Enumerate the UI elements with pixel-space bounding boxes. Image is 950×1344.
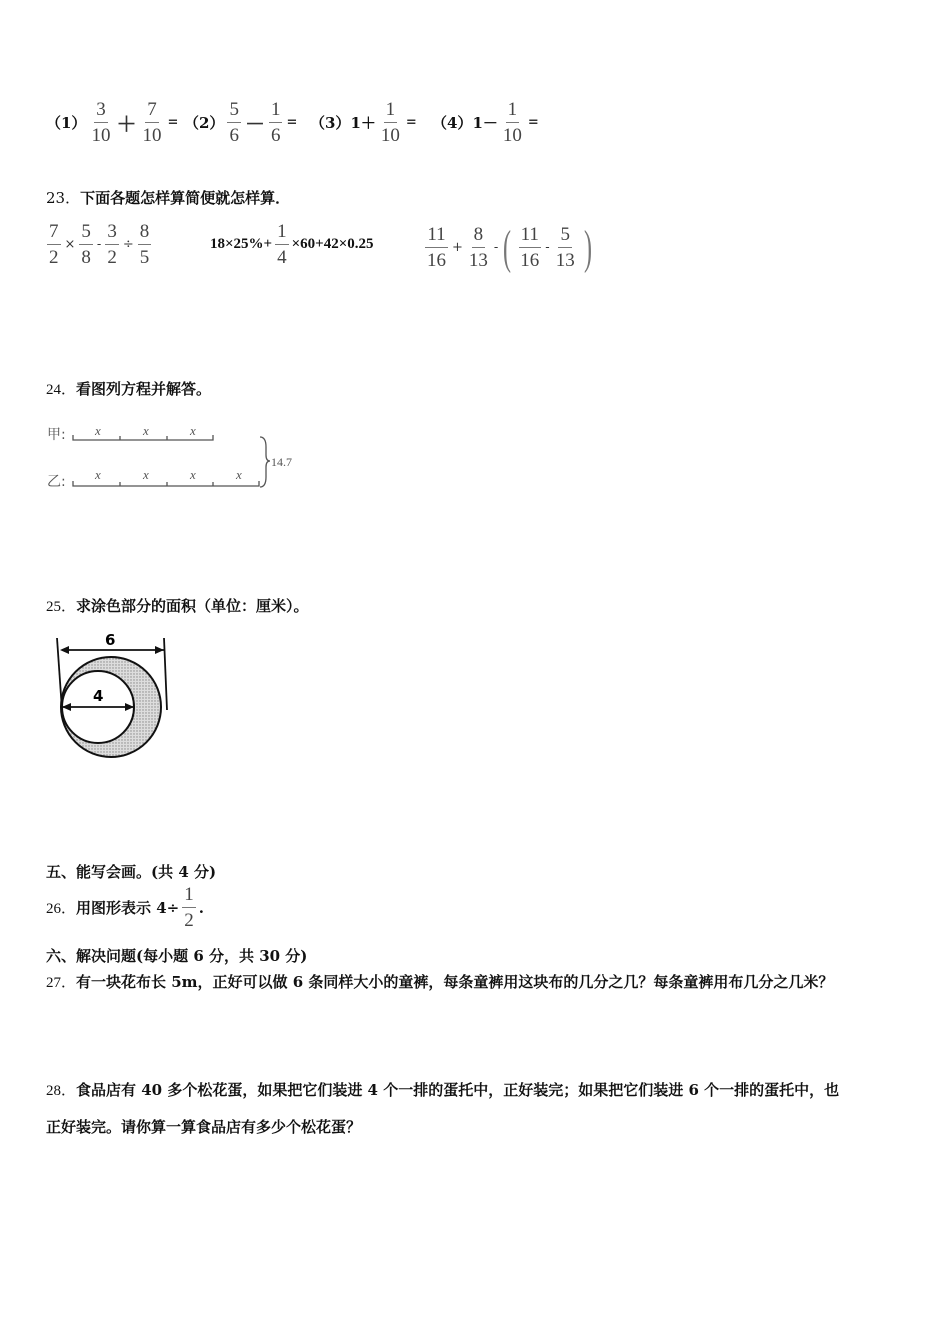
question-text: 食品店有 40 多个松花蛋，如果把它们装进 4 个一排的蛋托中，正好装完；如果把它们装进 6 个一排的蛋托中，也 [76,1081,840,1099]
numerator: 8 [138,222,152,245]
operator: × [64,237,76,252]
q22-item-1 [46,100,179,145]
fraction [425,225,448,270]
fraction [501,100,524,145]
var-x: x [95,423,101,438]
numerator: 11 [519,225,541,248]
operator: + [452,240,463,255]
equals: = [405,115,417,130]
question-number: 25． [46,599,77,615]
numerator: 1 [182,885,196,908]
expr-text: 18×25%+ [210,236,273,252]
q24-heading [46,378,211,399]
fraction [105,222,119,267]
q23-heading [46,187,290,208]
item-label: （3） [310,114,351,132]
var-x: x [236,467,242,482]
denominator: 2 [49,247,59,268]
var-x: x [190,423,196,438]
outer-diameter-label: 6 [105,631,116,649]
question-text: 用图形表示 4÷ [76,899,180,917]
q23-expr-2 [210,222,374,267]
q27 [46,971,833,992]
var-x: x [143,423,149,438]
denominator: 13 [555,250,575,271]
question-text: 看图列方程并解答。 [76,380,212,398]
lead-term: 1＋ [350,114,376,132]
numerator: 11 [425,225,447,248]
left-paren: ( [503,221,512,274]
question-text: 下面各题怎样算简便就怎样算． [80,189,291,207]
fraction [47,222,61,267]
numerator: 8 [472,225,486,248]
numerator: 7 [145,100,159,123]
item-label: （2） [184,114,225,132]
yi-label: 乙: [47,474,66,490]
numerator: 5 [227,100,241,123]
equals: = [286,115,298,130]
denominator: 10 [91,125,111,146]
question-number: 28． [46,1083,77,1099]
section-6-title: 六、解决问题(每小题 6 分，共 30 分) [46,947,308,965]
numerator: 3 [105,222,119,245]
denominator: 2 [184,910,194,931]
numerator: 7 [47,222,61,245]
section-5-title: 五、能写会画。(共 4 分) [46,863,217,881]
equals: = [527,115,539,130]
q28-line-1 [46,1079,839,1100]
fraction [138,222,152,267]
q28-line-2: 正好装完。请你算一算食品店有多少个松花蛋？ [46,1118,362,1136]
numerator: 5 [79,222,93,245]
question-text: 有一块花布长 5m，正好可以做 6 条同样大小的童裤，每条童裤用这块布的几分之几？每条童裤用布几分之几米？ [76,973,834,991]
denominator: 8 [81,247,91,268]
question-number: 24． [46,382,77,398]
period: . [198,898,204,917]
operator: - [96,237,102,252]
q22-item-4 [432,100,540,145]
question-number: 27． [46,975,77,991]
fraction [227,100,241,145]
denominator: 10 [380,125,400,146]
denominator: 16 [427,250,446,271]
numerator: 3 [94,100,108,123]
operator: - [493,240,499,255]
fraction [518,225,541,270]
denominator: 2 [107,247,117,268]
question-number: 23． [46,189,81,207]
operator: - [545,240,550,255]
fraction [275,222,289,267]
lead-term: 1－ [472,114,498,132]
var-x: x [143,467,149,482]
var-x: x [190,467,196,482]
fraction [269,100,283,145]
numerator: 5 [558,225,572,248]
fraction [379,100,402,145]
denominator: 6 [229,125,239,146]
numerator: 1 [269,100,283,123]
q26 [46,885,204,930]
fraction [79,222,93,267]
fraction [89,100,112,145]
question-text: 求涂色部分的面积（单位：厘米）。 [76,597,309,615]
fraction [182,885,196,930]
question-number: 26． [46,901,77,917]
inner-diameter-label: 4 [93,687,104,705]
q22-item-3 [310,100,418,145]
operator: ÷ [122,237,134,252]
q23-expr-3 [422,220,596,275]
numerator: 1 [384,100,398,123]
equals: = [167,115,179,130]
denominator: 5 [139,247,150,268]
numerator: 1 [506,100,520,123]
denominator: 10 [502,125,522,146]
segment-diagram [40,415,310,495]
q23-expr-1 [44,222,154,267]
q25-heading [46,595,309,616]
total-label: 14.7 [271,455,292,469]
item-label: （1） [46,114,87,132]
fraction [140,100,163,145]
operator: － [244,114,265,136]
denominator: 4 [277,247,287,268]
denominator: 6 [270,125,281,146]
denominator: 13 [468,250,488,271]
numerator: 1 [275,222,289,245]
operator: ＋ [116,114,137,136]
denominator: 16 [520,250,540,271]
right-paren: ) [583,221,592,274]
q22-item-2 [184,100,298,145]
fraction [467,225,490,270]
var-x: x [95,467,101,482]
denominator: 10 [142,125,162,146]
circle-figure [40,625,180,765]
yi-segment [73,481,259,486]
brace [260,437,270,487]
item-label: （4） [432,114,473,132]
jia-label: 甲: [47,427,66,443]
fraction [554,225,577,270]
expr-text: ×60+42×0.25 [291,236,374,252]
